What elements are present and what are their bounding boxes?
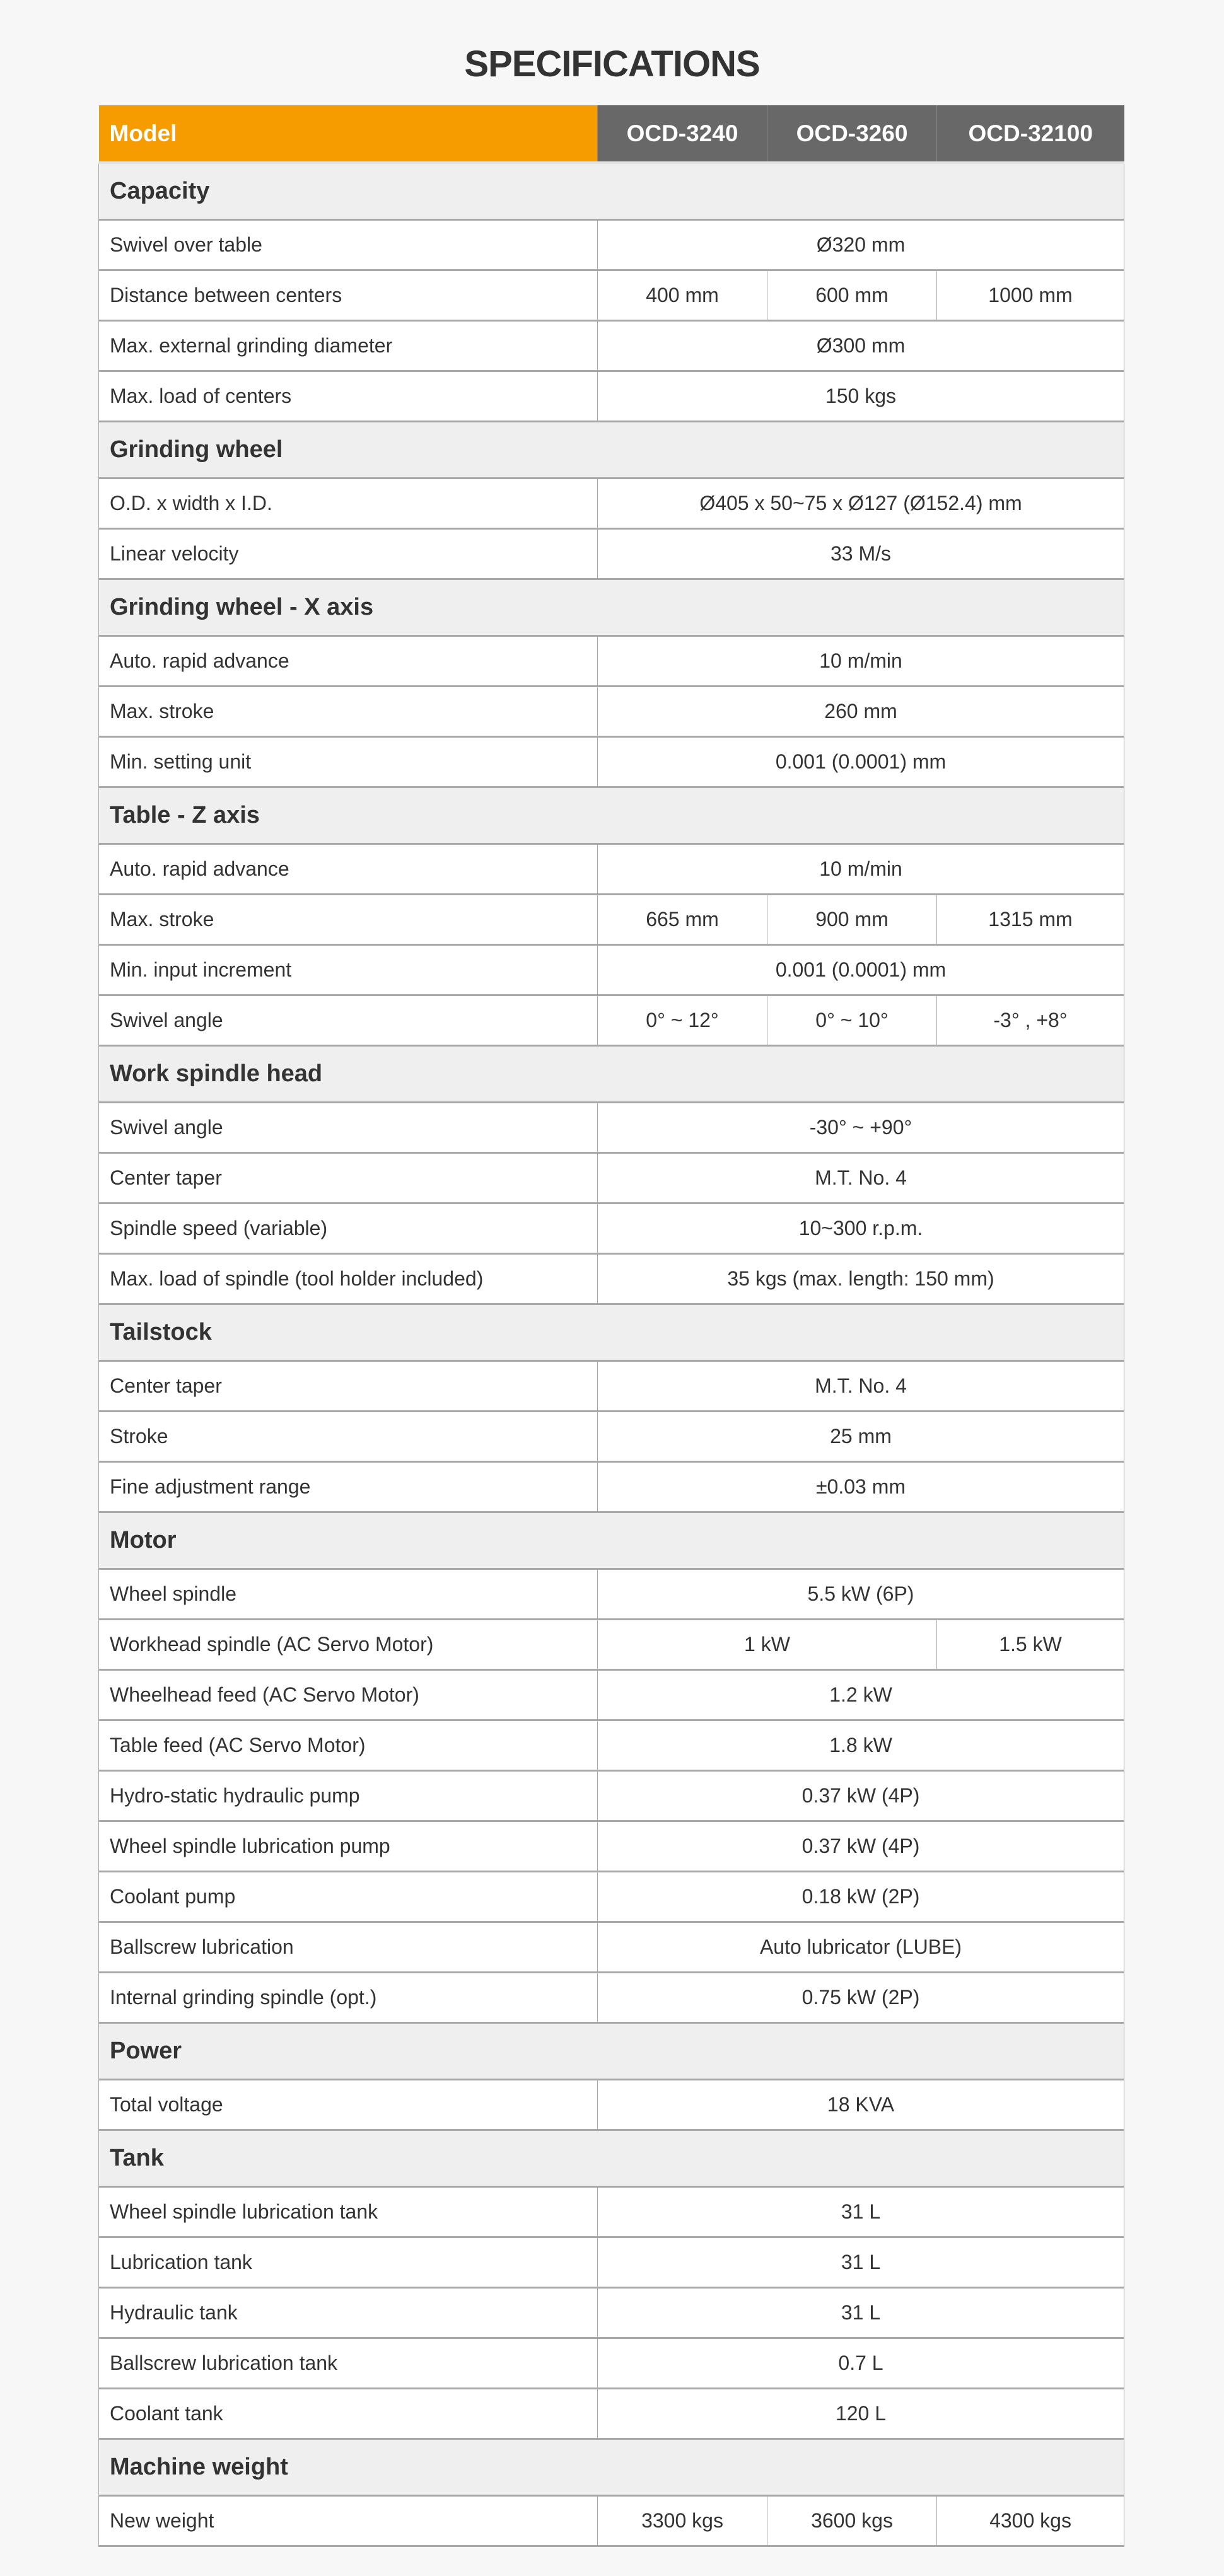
table-row: [99, 320, 1124, 371]
section-title: Grinding wheel: [99, 421, 1124, 478]
section-header-row: [99, 421, 1124, 478]
table-row: [99, 635, 1124, 686]
spec-value: 4300 kgs: [937, 2495, 1124, 2546]
spec-label: Ballscrew lubrication: [99, 1922, 598, 1972]
spec-value: Ø405 x 50~75 x Ø127 (Ø152.4) mm: [598, 478, 1124, 528]
section-title: Motor: [99, 1512, 1124, 1569]
spec-value: M.T. No. 4: [598, 1152, 1124, 1203]
table-row: [99, 1922, 1124, 1972]
table-row: [99, 1720, 1124, 1770]
spec-value: 3300 kgs: [598, 2495, 767, 2546]
spec-label: Distance between centers: [99, 270, 598, 320]
spec-label: Table feed (AC Servo Motor): [99, 1720, 598, 1770]
spec-value: 10 m/min: [598, 844, 1124, 894]
spec-value: 0.18 kW (2P): [598, 1871, 1124, 1922]
table-row: [99, 1152, 1124, 1203]
spec-value: 1.5 kW: [937, 1619, 1124, 1669]
spec-label: Workhead spindle (AC Servo Motor): [99, 1619, 598, 1669]
spec-value: Ø320 mm: [598, 219, 1124, 270]
table-header-row: [99, 105, 1124, 163]
spec-label: Swivel angle: [99, 995, 598, 1045]
spec-value: 0.001 (0.0001) mm: [598, 736, 1124, 787]
spec-value: 25 mm: [598, 1411, 1124, 1461]
section-header-row: [99, 2022, 1124, 2079]
section-title: Power: [99, 2022, 1124, 2079]
table-row: [99, 2079, 1124, 2130]
spec-value: 260 mm: [598, 686, 1124, 736]
spec-label: Max. external grinding diameter: [99, 320, 598, 371]
spec-value: 400 mm: [598, 270, 767, 320]
spec-value: 10~300 r.p.m.: [598, 1203, 1124, 1253]
spec-label: Swivel over table: [99, 219, 598, 270]
table-row: [99, 1253, 1124, 1304]
table-row: [99, 528, 1124, 579]
table-row: [99, 1203, 1124, 1253]
spec-value: 0.37 kW (4P): [598, 1770, 1124, 1821]
section-header-row: [99, 1045, 1124, 1102]
spec-label: Coolant tank: [99, 2388, 598, 2439]
table-row: [99, 1461, 1124, 1512]
spec-label: Internal grinding spindle (opt.): [99, 1972, 598, 2022]
table-row: [99, 1411, 1124, 1461]
spec-value: 0° ~ 12°: [598, 995, 767, 1045]
table-row: [99, 270, 1124, 320]
spec-label: Hydraulic tank: [99, 2287, 598, 2338]
spec-value: 35 kgs (max. length: 150 mm): [598, 1253, 1124, 1304]
spec-value: 33 M/s: [598, 528, 1124, 579]
spec-value: -3° , +8°: [937, 995, 1124, 1045]
spec-label: Spindle speed (variable): [99, 1203, 598, 1253]
spec-value: 5.5 kW (6P): [598, 1569, 1124, 1619]
section-title: Work spindle head: [99, 1045, 1124, 1102]
spec-label: Linear velocity: [99, 528, 598, 579]
section-header-row: [99, 1304, 1124, 1361]
spec-label: Wheel spindle: [99, 1569, 598, 1619]
table-row: [99, 894, 1124, 944]
spec-label: Max. stroke: [99, 686, 598, 736]
spec-value: 10 m/min: [598, 635, 1124, 686]
table-row: [99, 1102, 1124, 1152]
spec-value: Auto lubricator (LUBE): [598, 1922, 1124, 1972]
spec-label: Center taper: [99, 1361, 598, 1411]
section-header-row: [99, 579, 1124, 635]
spec-value: 31 L: [598, 2287, 1124, 2338]
spec-value: 600 mm: [767, 270, 937, 320]
spec-label: Max. load of spindle (tool holder included): [99, 1253, 598, 1304]
spec-value: 900 mm: [767, 894, 937, 944]
table-row: [99, 2495, 1124, 2546]
model-header: Model: [99, 105, 598, 163]
table-row: [99, 1361, 1124, 1411]
spec-label: Swivel angle: [99, 1102, 598, 1152]
table-row: [99, 2338, 1124, 2388]
spec-value: 1.2 kW: [598, 1669, 1124, 1720]
table-row: [99, 844, 1124, 894]
spec-label: Max. stroke: [99, 894, 598, 944]
section-title: Grinding wheel - X axis: [99, 579, 1124, 635]
table-row: [99, 1821, 1124, 1871]
table-row: [99, 736, 1124, 787]
section-header-row: [99, 163, 1124, 219]
table-body: [99, 163, 1124, 2546]
spec-value: 150 kgs: [598, 371, 1124, 421]
table-row: [99, 2186, 1124, 2237]
table-row: [99, 1972, 1124, 2022]
table-row: [99, 1871, 1124, 1922]
spec-value: 31 L: [598, 2186, 1124, 2237]
spec-value: 1315 mm: [937, 894, 1124, 944]
spec-label: New weight: [99, 2495, 598, 2546]
table-row: [99, 1669, 1124, 1720]
section-header-row: [99, 2439, 1124, 2495]
spec-label: Min. setting unit: [99, 736, 598, 787]
spec-value: 0.7 L: [598, 2338, 1124, 2388]
spec-value: 665 mm: [598, 894, 767, 944]
section-header-row: [99, 1512, 1124, 1569]
specifications-table: [98, 105, 1124, 2547]
model-column-header: OCD-3260: [767, 105, 937, 163]
table-row: [99, 686, 1124, 736]
table-row: [99, 2237, 1124, 2287]
spec-value: 120 L: [598, 2388, 1124, 2439]
spec-value: ±0.03 mm: [598, 1461, 1124, 1512]
spec-label: Center taper: [99, 1152, 598, 1203]
table-row: [99, 219, 1124, 270]
spec-label: Max. load of centers: [99, 371, 598, 421]
spec-label: Total voltage: [99, 2079, 598, 2130]
table-row: [99, 1770, 1124, 1821]
spec-value: Ø300 mm: [598, 320, 1124, 371]
spec-label: Wheel spindle lubrication pump: [99, 1821, 598, 1871]
model-column-header: OCD-32100: [937, 105, 1124, 163]
section-header-row: [99, 787, 1124, 844]
spec-label: Coolant pump: [99, 1871, 598, 1922]
spec-label: Auto. rapid advance: [99, 844, 598, 894]
spec-value: 18 KVA: [598, 2079, 1124, 2130]
table-row: [99, 371, 1124, 421]
spec-label: O.D. x width x I.D.: [99, 478, 598, 528]
spec-value: 0.75 kW (2P): [598, 1972, 1124, 2022]
spec-label: Lubrication tank: [99, 2237, 598, 2287]
spec-value: 1000 mm: [937, 270, 1124, 320]
table-row: [99, 944, 1124, 995]
spec-value: -30° ~ +90°: [598, 1102, 1124, 1152]
spec-value: 1.8 kW: [598, 1720, 1124, 1770]
table-row: [99, 995, 1124, 1045]
section-title: Tank: [99, 2130, 1124, 2186]
spec-label: Ballscrew lubrication tank: [99, 2338, 598, 2388]
table-row: [99, 1569, 1124, 1619]
spec-value: M.T. No. 4: [598, 1361, 1124, 1411]
table-row: [99, 2388, 1124, 2439]
spec-value: 0.37 kW (4P): [598, 1821, 1124, 1871]
section-title: Table - Z axis: [99, 787, 1124, 844]
spec-value: 1 kW: [598, 1619, 937, 1669]
table-row: [99, 2287, 1124, 2338]
spec-label: Stroke: [99, 1411, 598, 1461]
table-row: [99, 478, 1124, 528]
page-title: SPECIFICATIONS: [464, 44, 760, 84]
table-row: [99, 1619, 1124, 1669]
spec-value: 3600 kgs: [767, 2495, 937, 2546]
section-header-row: [99, 2130, 1124, 2186]
section-title: Tailstock: [99, 1304, 1124, 1361]
spec-label: Hydro-static hydraulic pump: [99, 1770, 598, 1821]
spec-value: 0° ~ 10°: [767, 995, 937, 1045]
spec-value: 31 L: [598, 2237, 1124, 2287]
spec-label: Wheelhead feed (AC Servo Motor): [99, 1669, 598, 1720]
section-title: Machine weight: [99, 2439, 1124, 2495]
spec-label: Auto. rapid advance: [99, 635, 598, 686]
section-title: Capacity: [99, 163, 1124, 219]
spec-label: Min. input increment: [99, 944, 598, 995]
spec-value: 0.001 (0.0001) mm: [598, 944, 1124, 995]
spec-label: Fine adjustment range: [99, 1461, 598, 1512]
spec-label: Wheel spindle lubrication tank: [99, 2186, 598, 2237]
model-column-header: OCD-3240: [598, 105, 767, 163]
